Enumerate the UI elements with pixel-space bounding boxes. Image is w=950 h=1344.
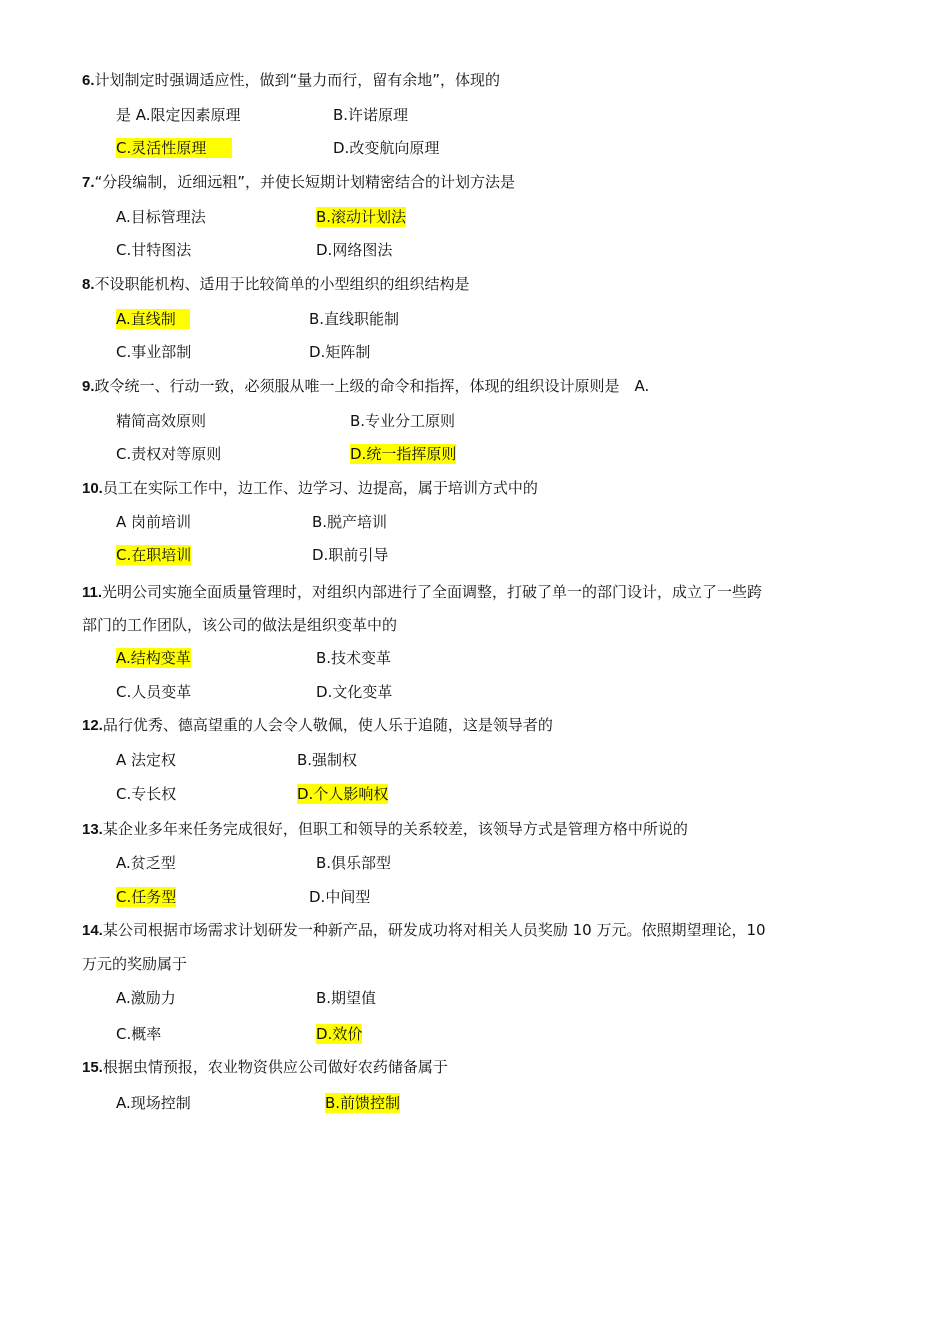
question-12-stem: 12.品行优秀、德高望重的人会令人敬佩，使人乐于追随，这是领导者的 <box>82 716 553 734</box>
question-13-option-d: D.中间型 <box>309 888 371 906</box>
question-6-option-b: B.许诺原理 <box>333 106 409 124</box>
question-8-option-d: D.矩阵制 <box>309 343 371 361</box>
question-11-option-a-answer: A.结构变革 <box>116 649 191 667</box>
question-7-stem: 7.“分段编制，近细远粗”，并使长短期计划精密结合的计划方法是 <box>82 173 516 191</box>
question-7-option-d: D.网络图法 <box>316 241 393 259</box>
question-7-option-b-answer: B.滚动计划法 <box>316 208 407 226</box>
question-11-option-d: D.文化变革 <box>316 683 393 701</box>
question-13-option-b: B.俱乐部型 <box>316 854 392 872</box>
question-12-option-c: C.专长权 <box>116 785 177 803</box>
question-6-stem: 6.计划制定时强调适应性，做到“量力而行，留有余地”，体现的 <box>82 71 501 89</box>
question-9-option-b: B.专业分工原则 <box>350 412 456 430</box>
question-7-option-c: C.甘特图法 <box>116 241 192 259</box>
question-15-stem: 15.根据虫情预报，农业物资供应公司做好农药储备属于 <box>82 1058 448 1076</box>
question-14-option-c: C.概率 <box>116 1025 162 1043</box>
question-10-stem: 10.员工在实际工作中，边工作、边学习、边提高，属于培训方式中的 <box>82 479 538 497</box>
question-9-option-c: C.责权对等原则 <box>116 445 222 463</box>
question-13-stem: 13.某企业多年来任务完成很好，但职工和领导的关系较差，该领导方式是管理方格中所说的 <box>82 820 688 838</box>
question-12-option-b: B.强制权 <box>297 751 358 769</box>
question-9-option-d-answer: D.统一指挥原则 <box>350 445 457 463</box>
question-6-continuation: 是 A.限定因素原理 <box>116 106 241 124</box>
question-8-option-b: B.直线职能制 <box>309 310 400 328</box>
question-8-stem: 8.不设职能机构、适用于比较简单的小型组织的组织结构是 <box>82 275 470 293</box>
question-11-option-c: C.人员变革 <box>116 683 192 701</box>
question-11-stem: 11.光明公司实施全面质量管理时，对组织内部进行了全面调整，打破了单一的部门设计，成立了一些跨 <box>82 583 763 601</box>
question-14-option-d-answer: D.效价 <box>316 1025 363 1043</box>
question-8-option-c: C.事业部制 <box>116 343 192 361</box>
question-14-option-b: B.期望值 <box>316 989 377 1007</box>
question-10-option-c-answer: C.在职培训 <box>116 546 192 564</box>
question-11-option-b: B.技术变革 <box>316 649 392 667</box>
question-9-continuation: 精简高效原则 <box>116 412 207 430</box>
question-12-option-a: A 法定权 <box>116 751 177 769</box>
question-10-option-b: B.脱产培训 <box>312 513 388 531</box>
question-10-option-d: D.职前引导 <box>312 546 389 564</box>
question-14-stem: 14.某公司根据市场需求计划研发一种新产品，研发成功将对相关人员奖励 10 万元。依照期望理论，10 <box>82 921 766 939</box>
question-10-option-a: A 岗前培训 <box>116 513 192 531</box>
question-13-option-c-answer: C.任务型 <box>116 888 177 906</box>
question-15-option-a: A.现场控制 <box>116 1094 191 1112</box>
question-6-option-c-answer: C.灵活性原理 <box>116 138 232 158</box>
question-14-continuation: 万元的奖励属于 <box>82 955 188 973</box>
question-6-option-d: D.改变航向原理 <box>333 139 440 157</box>
question-7-option-a: A.目标管理法 <box>116 208 206 226</box>
question-8-option-a-answer: A.直线制 <box>116 309 190 329</box>
question-11-continuation: 部门的工作团队，该公司的做法是组织变革中的 <box>82 616 398 634</box>
question-9-stem: 9.政令统一、行动一致，必须服从唯一上级的命令和指挥，体现的组织设计原则是 A. <box>82 377 650 395</box>
question-13-option-a: A.贫乏型 <box>116 854 176 872</box>
question-12-option-d-answer: D.个人影响权 <box>297 785 389 803</box>
question-14-option-a: A.激励力 <box>116 989 176 1007</box>
question-15-option-b-answer: B.前馈控制 <box>325 1094 401 1112</box>
